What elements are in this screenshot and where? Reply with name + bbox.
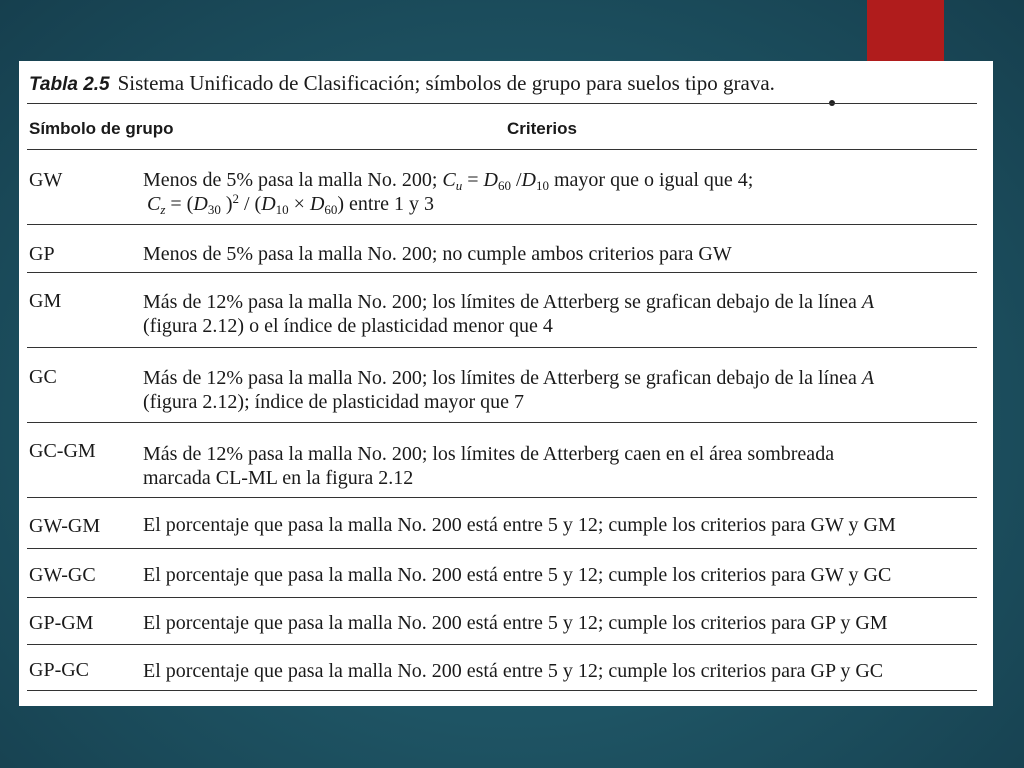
gc-criteria-line-2: (figura 2.12); índice de plasticidad mayor que 7 xyxy=(143,391,524,413)
row-criteria-gc-gm xyxy=(143,442,834,490)
row-criteria-gp-gm: El porcentaje que pasa la malla No. 200 está entre 5 y 12; cumple los criterios para GP y GM xyxy=(143,612,888,634)
row-criteria-gp: Menos de 5% pasa la malla No. 200; no cumple ambos criterios para GW xyxy=(143,243,732,265)
cu-var: C xyxy=(442,169,456,191)
gm-criteria-line-1 xyxy=(143,290,874,314)
gw-criteria-line-2 xyxy=(147,192,753,216)
gw-text: ) entre 1 y 3 xyxy=(337,193,435,215)
row-criteria-gw-gc: El porcentaje que pasa la malla No. 200 está entre 5 y 12; cumple los criterios para GW y GC xyxy=(143,564,892,586)
rule-header xyxy=(27,149,977,150)
gm-criteria-line-2: (figura 2.12) o el índice de plasticidad menor que 4 xyxy=(143,315,553,337)
gc-criteria-line-1 xyxy=(143,366,874,390)
cz-sub: z xyxy=(160,202,166,217)
rule-row xyxy=(27,644,977,645)
gw-criteria-line-1 xyxy=(143,168,753,192)
rule-row xyxy=(27,597,977,598)
row-symbol-gc: GC xyxy=(29,366,57,388)
d10-sub: 10 xyxy=(535,178,549,193)
rule-row xyxy=(27,548,977,549)
d10-var: D xyxy=(261,193,276,215)
table-number: Tabla 2.5 xyxy=(29,74,110,95)
slide-accent-bar xyxy=(867,0,944,62)
rule-bottom xyxy=(27,690,977,691)
d30-var: D xyxy=(193,193,208,215)
gw-text: mayor que o igual que 4; xyxy=(548,169,754,191)
d10-var: D xyxy=(521,169,536,191)
gw-text: / ( xyxy=(238,193,262,215)
rule-row xyxy=(27,422,977,423)
rule-row xyxy=(27,224,977,225)
d60-var: D xyxy=(309,193,325,215)
d60-sub: 60 xyxy=(497,178,511,193)
row-symbol-gp-gm: GP-GM xyxy=(29,612,94,634)
table-sheet xyxy=(19,61,993,706)
gw-text: = xyxy=(462,169,484,191)
header-criteria: Criterios xyxy=(507,119,577,138)
table-title: Sistema Unificado de Clasificación; símbolos de grupo para suelos tipo grava. xyxy=(117,71,775,95)
row-criteria-gm xyxy=(143,290,874,338)
rule-row xyxy=(27,497,977,498)
table-caption xyxy=(29,71,775,96)
row-symbol-gw-gm: GW-GM xyxy=(29,515,101,537)
gw-text: / xyxy=(510,169,522,191)
row-criteria-gw xyxy=(143,168,753,216)
gm-text: Más de 12% pasa la malla No. 200; los límites de Atterberg se grafican debajo de la línea xyxy=(143,291,862,313)
cu-sub: u xyxy=(455,178,463,193)
row-symbol-gw-gc: GW-GC xyxy=(29,564,96,586)
row-criteria-gc xyxy=(143,366,874,414)
rule-top xyxy=(27,103,977,104)
cz-var: C xyxy=(147,193,161,215)
gw-text: Menos de 5% pasa la malla No. 200; xyxy=(143,169,443,191)
gw-text: × xyxy=(288,193,310,215)
rule-row xyxy=(27,272,977,273)
gc-gm-criteria-line-2: marcada CL-ML en la figura 2.12 xyxy=(143,467,414,489)
gc-text: Más de 12% pasa la malla No. 200; los límites de Atterberg se grafican debajo de la línea xyxy=(143,367,862,389)
row-symbol-gc-gm: GC-GM xyxy=(29,440,96,462)
header-symbol: Símbolo de grupo xyxy=(29,119,174,138)
gw-text: ) xyxy=(220,193,233,215)
row-criteria-gw-gm: El porcentaje que pasa la malla No. 200 está entre 5 y 12; cumple los criterios para GW y GM xyxy=(143,514,896,536)
row-symbol-gp-gc: GP-GC xyxy=(29,659,90,681)
d60-var: D xyxy=(483,169,498,191)
d60-sub: 60 xyxy=(324,202,338,217)
line-a-label: A xyxy=(861,291,875,313)
gw-text: = ( xyxy=(165,193,194,215)
gc-gm-criteria-line-1: Más de 12% pasa la malla No. 200; los límites de Atterberg caen en el área sombreada xyxy=(143,443,835,465)
row-symbol-gm: GM xyxy=(29,290,62,312)
row-symbol-gp: GP xyxy=(29,243,55,265)
line-a-label: A xyxy=(861,367,875,389)
d30-sub: 30 xyxy=(207,202,221,217)
row-criteria-gp-gc: El porcentaje que pasa la malla No. 200 está entre 5 y 12; cumple los criterios para GP y GC xyxy=(143,660,884,682)
rule-row xyxy=(27,347,977,348)
d10-sub: 10 xyxy=(275,202,289,217)
row-symbol-gw: GW xyxy=(29,169,63,191)
exponent: 2 xyxy=(232,191,239,206)
